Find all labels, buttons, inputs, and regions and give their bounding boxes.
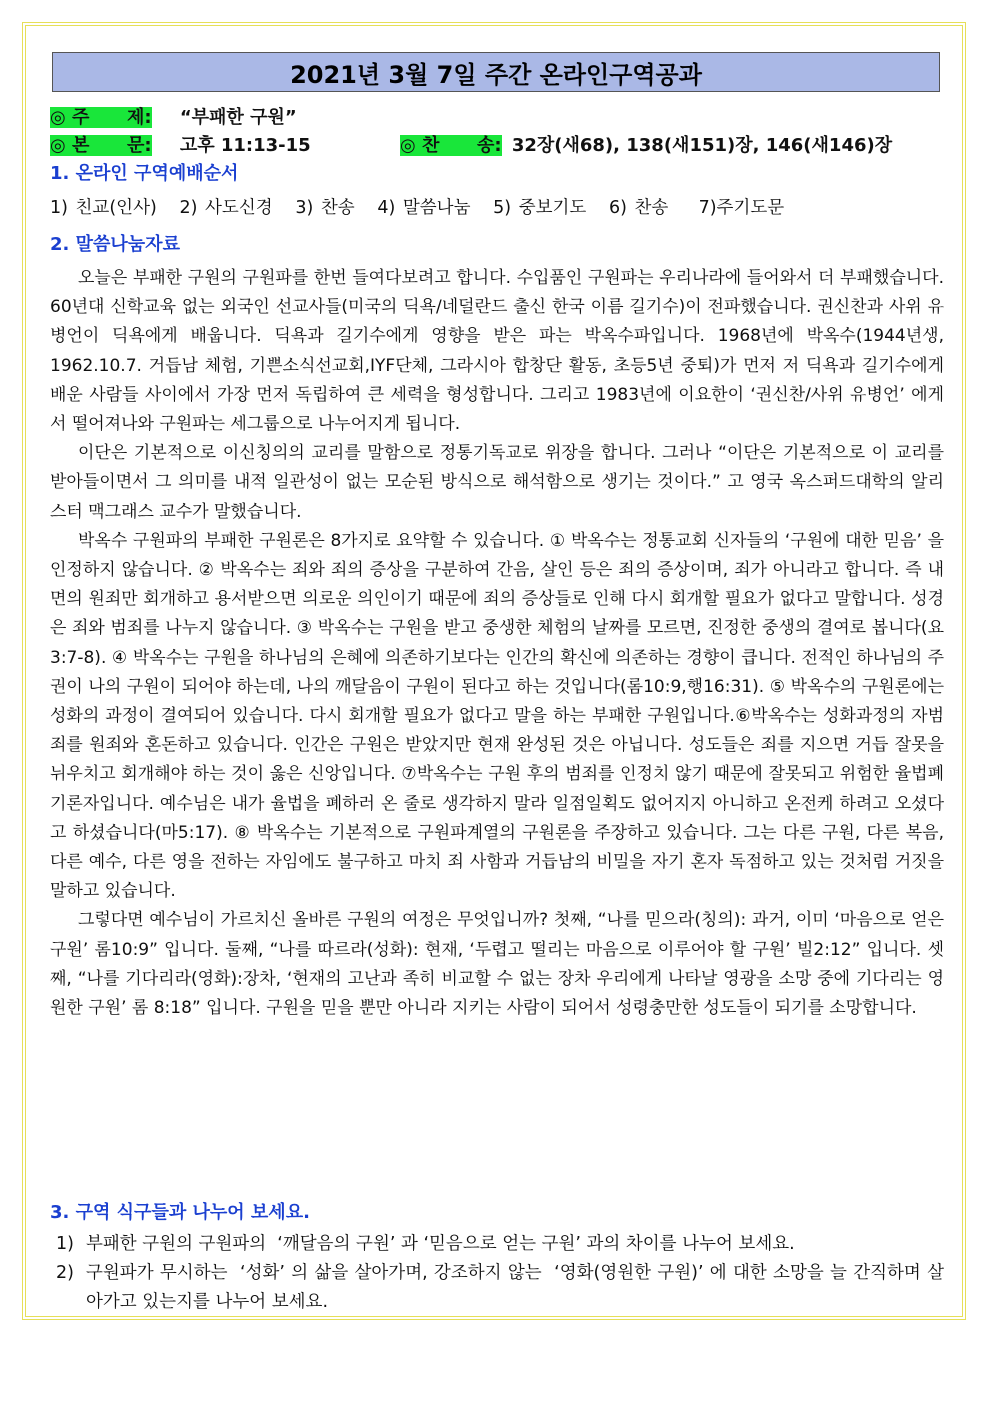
question-text: 부패한 구원의 구원파의 ‘깨달음의 구원’ 과 ‘믿음으로 얻는 구원’ 과의 차이를 나누어 보세요. [86,1234,795,1254]
hymn-row [400,134,892,158]
scripture-value: 고후 11:13-15 [179,135,311,156]
question-item [56,1230,944,1259]
worship-order: 1) 친교(인사) 2) 사도신경 3) 찬송 4) 말씀나눔 5) 중보기도 6) 찬송 7)주기도문 [50,198,785,218]
theme-label: ◎ 주 제: [50,107,152,128]
hymn-value: 32장(새68), 138(새151)장, 146(새146)장 [511,135,893,156]
sermon-paragraph: 오늘은 부패한 구원의 구원파를 한번 들여다보려고 합니다. 수입품인 구원파는 우리나라에 들어와서 더 부패했습니다. 60년대 신학교육 없는 외국인 선교사들(미국의 딕욕/네덜란드 출신 한국 이름 길기수)이 전파했습니다. 권신찬과 사위 유병언이 딕욕에게 배웁니다. 딕욕과 길기수에게 영향을 받은 파는 박옥수파입니다. 1968년에 박옥수(1944년생, 1962.10.7. 거듭남 체험, 기쁜소식선교회,IYF단체, 그라시아 합창단 활동, 초등5년 중퇴)가 먼저 저 딕욕과 길기수에게 배운 사람들 사이에서 가장 먼저 독립하여 큰 세력을 형성합니다. 그리고 1983년에 이요한이 ‘권신찬/사위 유병언’ 에게서 떨어져나와 구원파는 세그룹으로 나누어지게 됩니다. [50,268,944,435]
theme-value: “부패한 구원” [179,107,297,128]
scripture-row [50,134,311,158]
question-item [56,1259,944,1317]
title-banner [52,52,940,92]
page-title: 2021년 3월 7일 주간 온라인구역공과 [290,60,702,89]
question-number: 1) [56,1234,74,1254]
section-heading-discussion: 3. 구역 식구들과 나누어 보세요. [50,1202,310,1223]
discussion-questions [56,1230,944,1317]
section-heading-order: 1. 온라인 구역예배순서 [50,163,239,184]
sermon-paragraph: 박옥수 구원파의 부패한 구원론은 8가지로 요약할 수 있습니다. ① 박옥수는 정통교회 신자들의 ‘구원에 대한 믿음’ 을 인정하지 않습니다. ② 박옥수는 죄와 죄의 증상을 구분하여 간음, 살인 등은 죄의 증상이며, 죄가 아니라고 합니다. 즉 내면의 원죄만 회개하고 용서받으면 의로운 의인이기 때문에 죄의 증상들로 인해 다시 회개할 필요가 없다고 말합니다. 성경은 죄와 범죄를 나누지 않습니다. ③ 박옥수는 구원을 받고 중생한 체험의 날짜를 모르면, 진정한 중생의 결여로 봅니다(요3:7-8). ④ 박옥수는 구원을 하나님의 은혜에 의존하기보다는 인간의 확신에 의존하는 경향이 큽니다. 전적인 하나님의 주권이 나의 구원이 되어야 하는데, 나의 깨달음이 구원이 된다고 하는 것입니다(롬10:9,행16:31). ⑤ 박옥수의 구원론에는 성화의 과정이 결여되어 있습니다. 다시 회개할 필요가 없다고 말을 하는 부패한 구원입니다.⑥박옥수는 성화과정의 자범죄를 원죄와 혼돈하고 있습니다. 인간은 구원은 받았지만 현재 완성된 것은 아닙니다. 성도들은 죄를 지으면 거듭 잘못을 뉘우치고 회개해야 하는 것이 옳은 신앙입니다. ⑦박옥수는 구원 후의 범죄를 인정치 않기 때문에 잘못되고 위험한 율법폐기론자입니다. 예수님은 내가 율법을 폐하러 온 줄로 생각하지 말라 일점일획도 없어지지 아니하고 온전케 하려고 오셨다고 하셨습니다(마5:17). ⑧ 박옥수는 기본적으로 구원파계열의 구원론을 주장하고 있습니다. 그는 다른 구원, 다른 복음, 다른 예수, 다른 영을 전하는 자임에도 불구하고 마치 죄 사함과 거듭남의 비밀을 자기 혼자 독점하고 있는 것처럼 거짓을 말하고 있습니다. [50,530,944,902]
sermon-text [50,264,944,1023]
hymn-label: ◎ 찬 송: [400,135,502,156]
scripture-label: ◎ 본 문: [50,135,152,156]
theme-row [50,106,297,130]
sermon-paragraph: 그렇다면 예수님이 가르치신 올바른 구원의 여정은 무엇입니까? 첫째, “나를 믿으라(칭의): 과거, 이미 ‘마음으로 얻은 구원’ 롬10:9” 입니다. 둘째, “나를 따르라(성화): 현재, ‘두렵고 떨리는 마음으로 이루어야 할 구원’ 빌2:12” 입니다. 셋째, “나를 기다리라(영화):장차, ‘현재의 고난과 족히 비교할 수 없는 장차 우리에게 나타날 영광을 소망 중에 기다리는 영원한 구원’ 롬 8:18” 입니다. 구원을 믿을 뿐만 아니라 지키는 사람이 되어서 성령충만한 성도들이 되기를 소망합니다. [50,910,944,1019]
section-heading-sermon: 2. 말씀나눔자료 [50,234,180,255]
question-number: 2) [56,1263,74,1283]
question-text: 구원파가 무시하는 ‘성화’ 의 삶을 살아가며, 강조하지 않는 ‘영화(영원한 구원)’ 에 대한 소망을 늘 간직하며 살아가고 있는지를 나누어 보세요. [86,1263,944,1312]
sermon-paragraph: 이단은 기본적으로 이신칭의의 교리를 말함으로 정통기독교로 위장을 합니다. 그러나 “이단은 기본적으로 이 교리를 받아들이면서 그 의미를 내적 일관성이 없는 모순된 방식으로 해석함으로 생기는 것이다.” 고 영국 옥스퍼드대학의 알리스터 맥그래스 교수가 말했습니다. [50,443,944,522]
